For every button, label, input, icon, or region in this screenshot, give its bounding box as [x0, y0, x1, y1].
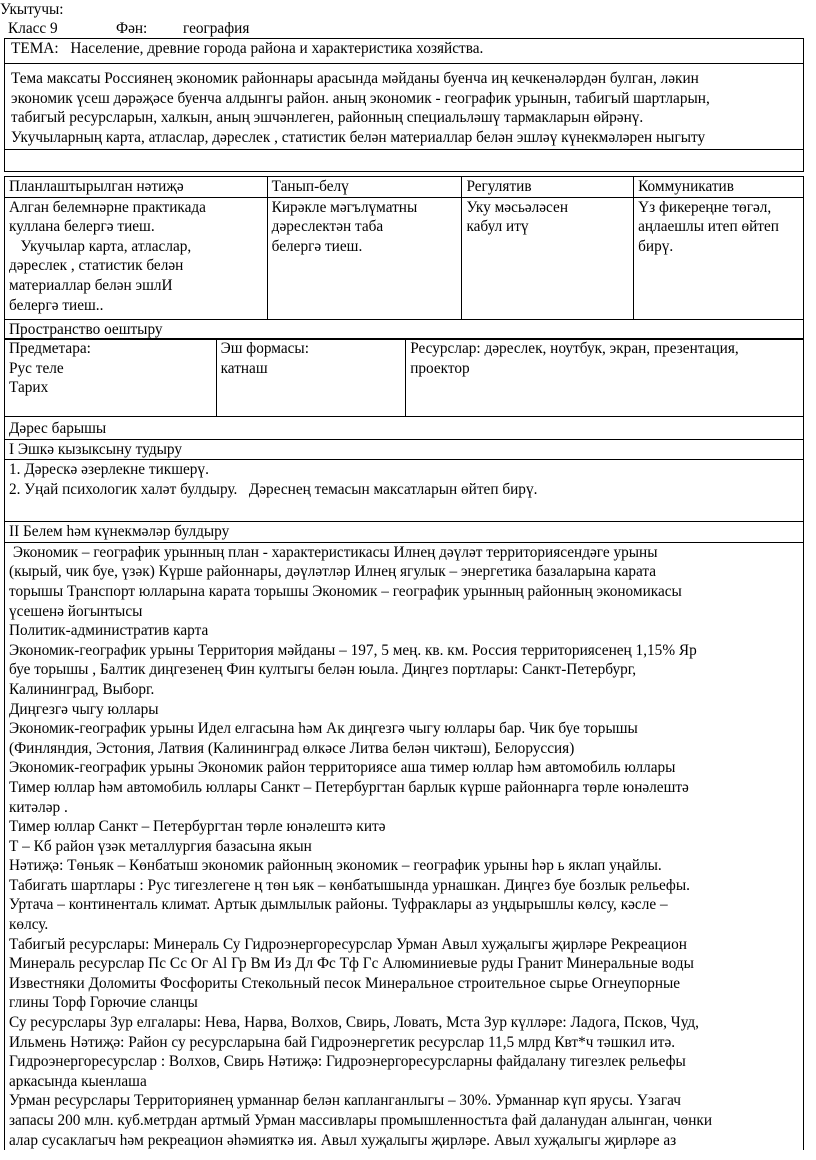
stage2-line: Уртача – континенталь климат. Артык дымлылык районы. Туфраклары аз уңдырышлы көлсу, кәсле –: [9, 896, 668, 914]
stage2-line: Табигать шартлары : Рус тигезлегене ң төн ьяк – көнбатышында урнашкан. Диңгез буе бозлык рельефы.: [9, 876, 690, 894]
space-table: [4, 338, 804, 417]
goal-line: экономик үсеш дәрәҗәсе буенча алдынгы район. аның экономик - географик урынын, табигый шартларын,: [11, 89, 710, 107]
stage2-line: Тимер юллар Санкт – Петербургтан төрле юнәлештә китә: [9, 818, 386, 836]
communicative-cell: [634, 197, 804, 319]
communicative-line: аңлаешлы итеп өйтеп: [638, 218, 779, 236]
stage2-line: Экономик-географик урыны Идел елгасына һәм Ак диңгезгә чыгу юллары бар. Чик буе торышы: [9, 720, 638, 738]
communicative-line: Үз фикереңне төгәл,: [638, 198, 772, 216]
results-header-communicative: Коммуникатив: [634, 177, 804, 198]
stage2-line: Известняки Доломиты Фосфориты Стекольный песок Минеральное строительное сырье Огнеупорные: [9, 974, 681, 992]
resources-cell: [406, 339, 804, 417]
stage2-line: Минераль ресурслар Пс Сс Ог Al Гр Вм Из Дл Фс Тф Гс Алюминиевые руды Гранит Минеральные воды: [9, 955, 694, 973]
goal-line: Тема максаты Россиянең экономик районнары арасында мәйданы буенча иң кечкенәләрдән булган, ләкин: [11, 70, 699, 87]
stage2-line: Нәтиҗә: Төньяк – Көнбатыш экономик районның экономик – географик урыны һәр ь яклап уңайлы.: [9, 857, 662, 875]
work-form-label: Эш формасы:: [220, 340, 309, 357]
planned-line: куллана белергә тиеш.: [9, 218, 155, 236]
communicative-line: бирү.: [638, 237, 674, 255]
stage2-line: Политик-административ карта: [9, 622, 209, 640]
stage2-line: көлсу.: [9, 916, 49, 934]
stage2-title: II Белем һәм күнекмәләр булдыру: [5, 522, 804, 543]
stage2-line: запасы 200 млн. куб.метрдан артмый Урман массивлары промышленностьта фай даланудан алынган, чөнки: [9, 1112, 713, 1129]
stage2-line: торышы Транспорт юлларына карата торышы Экономик – географик урынның районның экономикасы: [9, 582, 682, 600]
class-label: Класс 9: [8, 20, 58, 37]
planned-line: материаллар белән эшлИ: [9, 276, 173, 294]
stage2-line: (кырый, чик буе, үзәк) Күрше районнары, дәүләтләр Илнең ягулык – энергетика базаларына карата: [9, 563, 657, 581]
cognitive-cell: [267, 197, 462, 319]
lesson-title: Дәрес барышы: [5, 417, 804, 440]
planned-cell: [5, 197, 268, 319]
stage2-line: Экономик – географик урынның план - характеристикасы Илнең дәүләт территориясендәге урыны: [9, 543, 658, 561]
planned-line: Укучылар карта, атласлар,: [9, 237, 192, 255]
cognitive-line: Кирәкле мәгълүматны: [271, 198, 418, 216]
subject-label: Фән:: [116, 20, 148, 37]
stage2-line: алар сусаклагыч һәм рекреацион әһәмияткә ия. Авыл хуҗалыгы җирләре. Авыл хуҗалыгы җирләре аз: [9, 1131, 677, 1149]
cognitive-line: дәреслектән таба: [271, 218, 384, 236]
stage2-line: Т – Кб район үзәк металлургия базасына якын: [9, 837, 312, 855]
stage2-line: Гидроэнергоресурслар : Волхов, Свирь Нәтиҗә: Гидроэнергоресурсларны файдалану тигезлек рельефы: [9, 1053, 686, 1071]
theme-table: [4, 38, 804, 172]
space-title: Пространство оештыру: [5, 319, 804, 340]
subject-value: география: [183, 20, 250, 37]
planned-line: белергә тиеш..: [9, 296, 104, 314]
subjects-cell: [5, 339, 217, 417]
stage2-line: Тимер юллар һәм автомобиль юллары Санкт – Петербургтан барлык күрше районнарга төрле юнәлештә: [9, 778, 689, 796]
cognitive-line: белергә тиеш.: [271, 237, 363, 255]
goal-cell: [5, 64, 804, 150]
stage1-title: I Эшкә кызыксыну тудыру: [5, 439, 804, 460]
stage2-line: Ильмень Нәтиҗә: Район су ресурсларына бай Гидроэнергетик ресурслар 11,5 млрд Квт*ч тәшкил итә.: [9, 1033, 676, 1051]
results-header-planned: Планлаштырылган нәтиҗә: [5, 177, 268, 198]
goal-line: табигый ресурсларын, халкын, аның эшчәнлеген, районның специальләшү тармакларын өйрәнү.: [11, 109, 644, 127]
stage2-line: үсешенә йогынтысы: [9, 602, 143, 620]
regulative-cell: [462, 197, 634, 319]
resources-line: Ресурслар: дәреслек, ноутбук, экран, презентация,: [410, 340, 739, 357]
stage2-line: Экономик-географик урыны Экономик район территориясе аша тимер юллар һәм автомобиль юллары: [9, 759, 676, 777]
stage2-line: аркасында кыенлаша: [9, 1072, 147, 1090]
stage2-cell: [5, 542, 804, 1150]
results-header-cognitive: Танып-белү: [267, 177, 462, 198]
stage2-line: буе торышы , Балтик диңгезенең Фин култыгы белән юыла. Диңгез портлары: Санкт-Петербург,: [9, 661, 637, 679]
stage1-item: 2. Уңай психологик халәт булдыру. Дәреснең темасын максатларын өйтеп бирү.: [9, 480, 538, 498]
goal-line: Укучыларның карта, атласлар, дәреслек , статистик белән материаллар белән эшләү күнекмәләрен ныгыту: [11, 128, 706, 146]
resources-line: проектор: [410, 359, 470, 377]
planned-line: Алган белемнәрне практикада: [9, 198, 206, 216]
subject-item: Рус теле: [9, 359, 64, 377]
stage2-line: Калининград, Выборг.: [9, 680, 155, 698]
work-form-value: катнаш: [220, 359, 268, 377]
empty-row: [5, 150, 804, 172]
results-table: [4, 176, 804, 340]
work-form-cell: [216, 339, 406, 417]
theme-value: Население, древние города района и характеристика хозяйства.: [70, 40, 484, 57]
results-header-regulative: Регулятив: [462, 177, 634, 198]
stage2-line: Су ресурслары Зур елгалары: Нева, Нарва, Волхов, Свирь, Ловать, Мста Зур күлләре: Ладога, Псков, Чуд,: [9, 1014, 700, 1032]
stage1-cell: [5, 460, 804, 522]
stage2-line: глины Торф Горючие сланцы: [9, 994, 198, 1012]
planned-line: дәреслек , статистик белән: [9, 257, 184, 275]
regulative-line: кабул итү: [466, 218, 529, 236]
stage2-line: (Финляндия, Эстония, Латвия (Калининград өлкәсе Литва белән чиктәш), Белоруссия): [9, 739, 575, 757]
lesson-table: [4, 416, 804, 1150]
stage2-line: Диңгезгә чыгу юллары: [9, 700, 159, 718]
stage1-item: 1. Дәрескә әзерлекне тикшерү.: [9, 461, 209, 479]
stage2-line: Экономик-географик урыны Территория мәйданы – 197, 5 мең. кв. км. Россия территориясенең 1,15% Яр: [9, 641, 697, 659]
theme-label: ТЕМА:: [11, 40, 59, 57]
theme-row: [5, 39, 804, 64]
stage2-line: китәләр .: [9, 798, 68, 816]
subjects-label: Предметара:: [9, 340, 91, 357]
stage2-line: Урман ресурслары Территориянең урманнар белән капланганлыгы – 30%. Урманнар күп ярусы. Үзагач: [9, 1092, 681, 1110]
stage2-line: Табигый ресурслары: Минераль Су Гидроэнергоресурслар Урман Авыл хуҗалыгы җирләре Рекреацион: [9, 935, 687, 953]
teacher-label: Укытучы:: [0, 1, 64, 18]
regulative-line: Уку мәсьәләсен: [466, 198, 569, 216]
subject-item: Тарих: [9, 379, 49, 397]
